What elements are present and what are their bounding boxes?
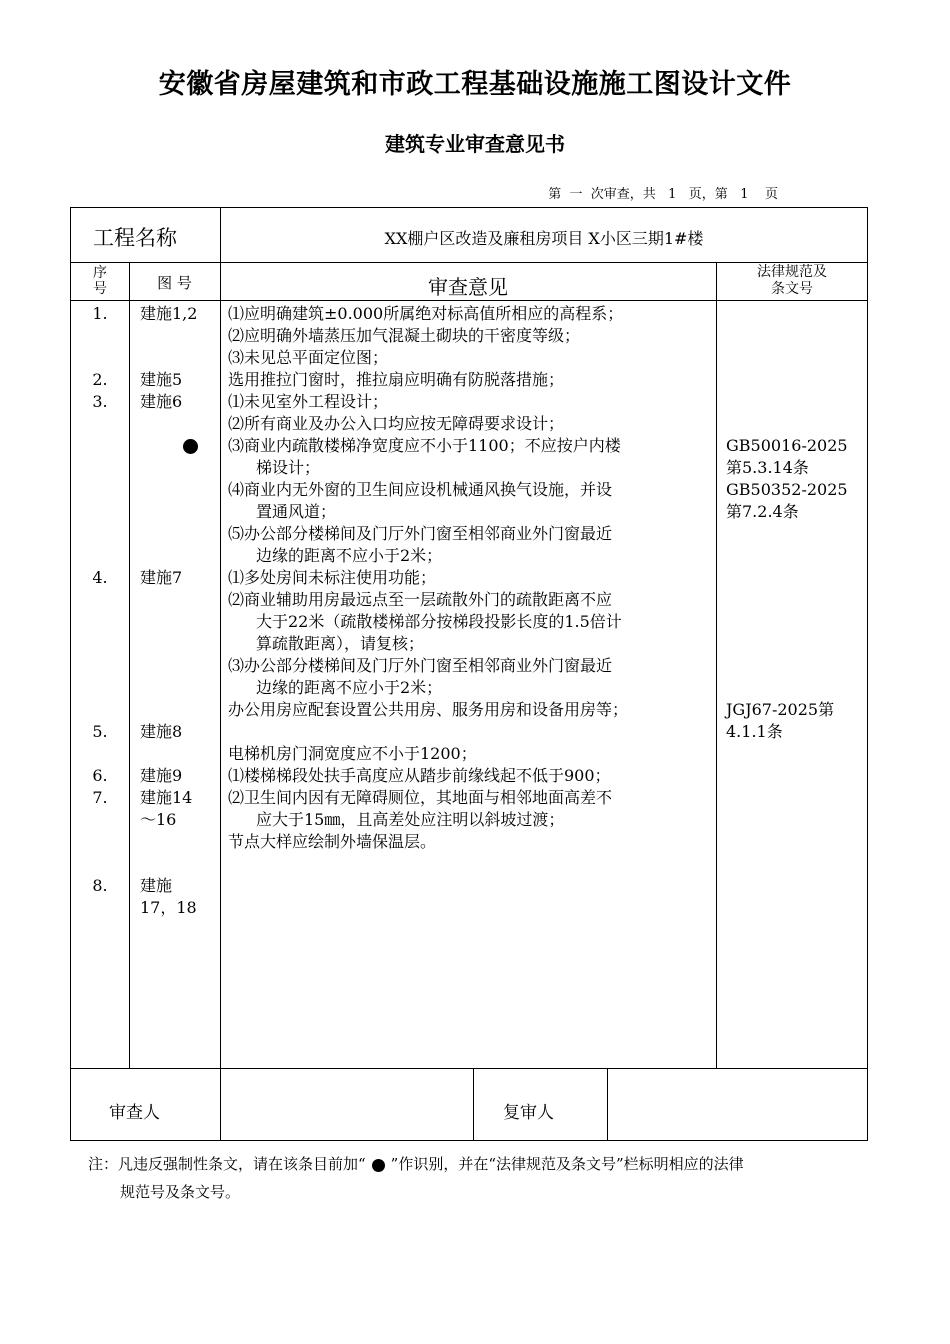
figure-number: 建施14 — [140, 788, 193, 807]
opinion-line: ⑴应明确建筑±0.000所属绝对标高值所相应的高程系； — [228, 304, 624, 323]
figure-number — [140, 545, 220, 567]
figure-number: 建施5 — [140, 370, 183, 389]
seq-number: 7. — [92, 788, 108, 807]
figure-number — [140, 611, 220, 633]
opinion-line: 选用推拉门窗时，推拉扇应明确有防脱落措施； — [228, 370, 565, 389]
seq-number — [71, 457, 129, 479]
law-reference — [726, 369, 866, 391]
review-table — [70, 207, 868, 1141]
figure-column — [140, 303, 220, 919]
figure-number — [140, 633, 220, 655]
opinion-line: 梯设计； — [256, 458, 321, 477]
seq-number: 2. — [92, 370, 108, 389]
opinion-line: ⑴楼梯梯段处扶手高度应从踏步前缘线起不低于900； — [228, 766, 611, 785]
opinion-column — [228, 303, 712, 853]
figure-number — [140, 523, 220, 545]
opinion-line: ⑵商业辅助用房最远点至一层疏散外门的疏散距离不应 — [228, 590, 613, 609]
figure-number: 建施6 — [140, 392, 183, 411]
seq-number — [71, 325, 129, 347]
figure-number: 17，18 — [140, 898, 197, 917]
figure-number — [140, 853, 220, 875]
figure-number — [140, 655, 220, 677]
reviewer-label: 审查人 — [109, 1103, 160, 1123]
seq-number — [71, 501, 129, 523]
figure-number: 建施9 — [140, 766, 183, 785]
seq-number — [71, 413, 129, 435]
seq-number: 3. — [92, 392, 108, 411]
figure-number: 建施1,2 — [140, 304, 198, 323]
seq-number — [71, 743, 129, 765]
law-reference — [726, 633, 866, 655]
figure-number: 建施 — [140, 876, 173, 895]
opinion-line: ⑸办公部分楼梯间及门厅外门窗至相邻商业外门窗最近 — [228, 524, 613, 543]
law-reference — [726, 567, 866, 589]
figure-number — [140, 743, 220, 765]
figure-number — [140, 413, 220, 435]
law-reference — [726, 523, 866, 545]
document-subtitle: 建筑专业审查意见书 — [385, 132, 565, 156]
project-name-value: XX棚户区改造及廉租房项目 X小区三期1#楼 — [384, 229, 704, 248]
opinion-line: ⑴未见室外工程设计； — [228, 392, 389, 411]
seq-number — [71, 589, 129, 611]
law-column — [726, 303, 866, 743]
rereviewer-label: 复审人 — [503, 1103, 554, 1123]
seq-number — [71, 655, 129, 677]
seq-number — [71, 699, 129, 721]
seq-number — [71, 831, 129, 853]
opinion-line: ⑶办公部分楼梯间及门厅外门窗至相邻商业外门窗最近 — [228, 656, 613, 675]
figure-number — [140, 479, 220, 501]
opinion-line: ⑷商业内无外窗的卫生间应设机械通风换气设施，并设 — [228, 480, 613, 499]
opinion-line: 大于22米（疏散楼梯部分按梯段投影长度的1.5倍计 — [256, 612, 622, 631]
law-reference — [726, 677, 866, 699]
seq-header: 序 号 — [93, 265, 107, 297]
opinion-line: 边缘的距离不应小于2米； — [256, 678, 443, 697]
opinion-line: ⑴多处房间未标注使用功能； — [228, 568, 437, 587]
opinion-line: 应大于15㎜，且高差处应注明以斜坡过渡； — [256, 810, 565, 829]
project-name-label: 工程名称 — [93, 226, 177, 250]
law-reference: 第7.2.4条 — [726, 502, 799, 521]
seq-number: 1. — [92, 304, 108, 323]
law-reference: JGJ67-2025第 — [726, 700, 835, 719]
seq-number — [71, 633, 129, 655]
opinion-line — [228, 721, 712, 743]
opinion-line: 置通风道； — [256, 502, 337, 521]
seq-number — [71, 545, 129, 567]
seq-number — [71, 479, 129, 501]
law-reference: GB50352-2025 — [726, 480, 848, 499]
opinion-line: 电梯机房门洞宽度应不小于1200； — [228, 744, 477, 763]
opinion-header: 审查意见 — [428, 275, 508, 299]
law-reference — [726, 413, 866, 435]
seq-number — [71, 435, 129, 457]
mandatory-dot-icon — [372, 1159, 385, 1172]
opinion-line: ⑶商业内疏散楼梯净宽度应不小于1100；不应按户内楼 — [228, 436, 621, 455]
opinion-line: ⑵所有商业及办公入口均应按无障碍要求设计； — [228, 414, 565, 433]
law-reference — [726, 655, 866, 677]
law-reference — [726, 545, 866, 567]
figure-number: ～16 — [140, 810, 177, 829]
seq-column — [71, 303, 129, 897]
figure-number — [140, 831, 220, 853]
figure-number — [140, 325, 220, 347]
seq-number — [71, 809, 129, 831]
law-reference: 4.1.1条 — [726, 722, 783, 741]
figure-number — [140, 699, 220, 721]
seq-number: 6. — [92, 766, 108, 785]
seq-number — [71, 347, 129, 369]
law-reference — [726, 391, 866, 413]
opinion-line: 节点大样应绘制外墙保温层。 — [228, 832, 437, 851]
figure-number — [140, 589, 220, 611]
seq-number — [71, 853, 129, 875]
figure-number — [140, 501, 220, 523]
figure-number — [140, 677, 220, 699]
opinion-line: ⑶未见总平面定位图； — [228, 348, 389, 367]
law-reference: GB50016-2025 — [726, 436, 848, 455]
mandatory-marker — [140, 435, 220, 457]
figure-number: 建施8 — [140, 722, 183, 741]
page-info: 第 一 次审查，共 1 页，第 1 页 — [548, 187, 778, 202]
law-reference — [726, 303, 866, 325]
law-reference — [726, 611, 866, 633]
law-reference — [726, 589, 866, 611]
opinion-line: ⑵应明确外墙蒸压加气混凝土砌块的干密度等级； — [228, 326, 581, 345]
seq-number: 8. — [92, 876, 108, 895]
law-reference — [726, 347, 866, 369]
seq-number: 4. — [92, 568, 108, 587]
footnote: 注：凡违反强制性条文，请在该条目前加“ ”作识别，并在“法律规范及条文号”栏标明相应的法律 规范号及条文号。 — [88, 1155, 744, 1201]
figure-header: 图 号 — [157, 274, 192, 292]
document-title: 安徽省房屋建筑和市政工程基础设施施工图设计文件 — [158, 69, 792, 100]
seq-number — [71, 677, 129, 699]
law-header: 法律规范及 条文号 — [757, 264, 827, 297]
opinion-line: 算疏散距离），请复核； — [256, 634, 425, 653]
law-reference — [726, 325, 866, 347]
figure-number — [140, 347, 220, 369]
opinion-line: ⑵卫生间内因有无障碍厕位，其地面与相邻地面高差不 — [228, 788, 613, 807]
opinion-line: 办公用房应配套设置公共用房、服务用房和设备用房等； — [228, 700, 629, 719]
figure-number: 建施7 — [140, 568, 183, 587]
seq-number: 5. — [92, 722, 108, 741]
law-reference: 第5.3.14条 — [726, 458, 809, 477]
figure-number — [140, 457, 220, 479]
mandatory-dot-icon — [183, 439, 198, 454]
opinion-line: 边缘的距离不应小于2米； — [256, 546, 443, 565]
seq-number — [71, 523, 129, 545]
seq-number — [71, 611, 129, 633]
